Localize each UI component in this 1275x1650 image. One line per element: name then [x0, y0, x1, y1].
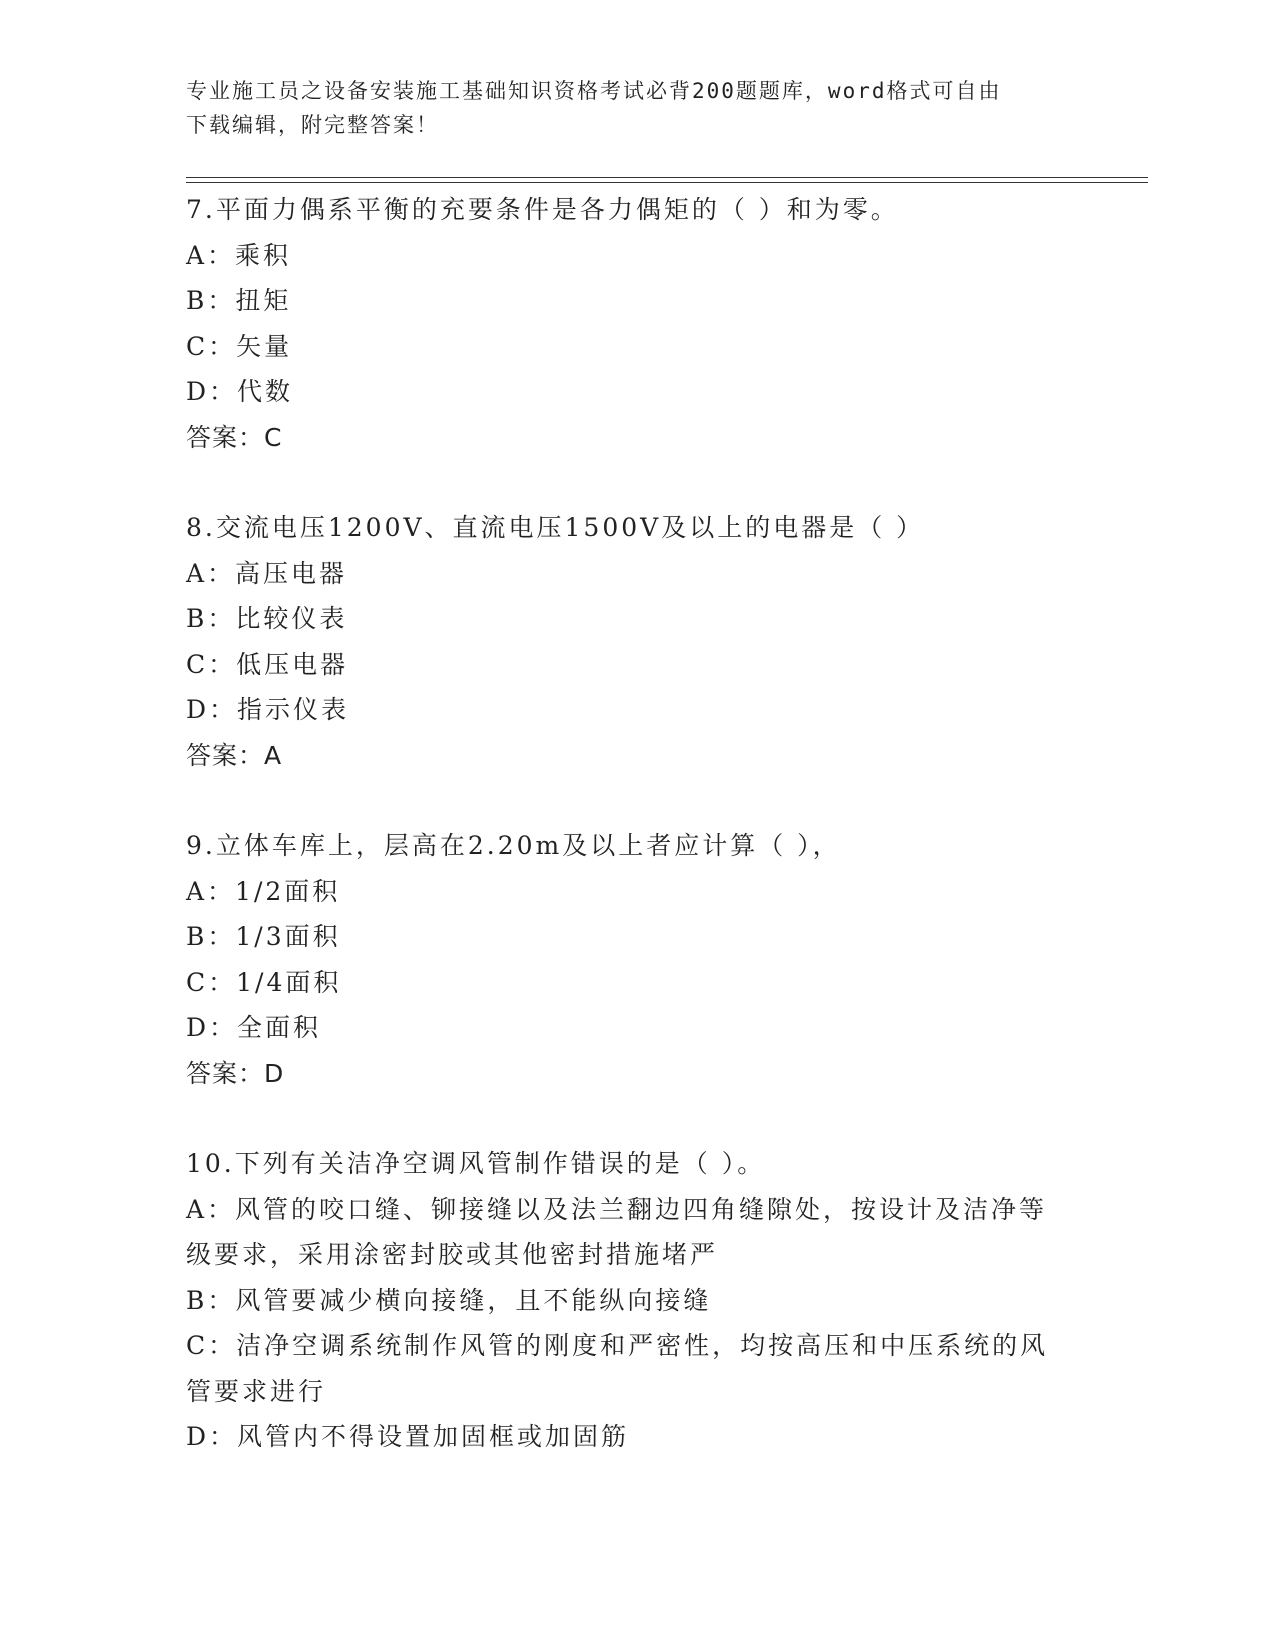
header-divider-top — [186, 177, 1148, 178]
option-c: C：矢量 — [186, 331, 293, 361]
answer: 答案：D — [186, 1058, 285, 1088]
document-header — [186, 74, 1066, 142]
header-line-1: 专业施工员之设备安装施工基础知识资格考试必背200题题库，word格式可自由 — [186, 79, 1002, 103]
option-a: A：乘积 — [186, 240, 292, 270]
option-a: A：1/2面积 — [186, 876, 341, 906]
question-10 — [186, 1141, 1086, 1460]
option-a: A：高压电器 — [186, 558, 348, 588]
option-d: D：全面积 — [186, 1013, 322, 1042]
option-b: B：比较仪表 — [186, 604, 348, 633]
question-stem: 8.交流电压1200V、直流电压1500V及以上的电器是（ ） — [186, 513, 925, 542]
option-d: D：代数 — [186, 377, 294, 406]
option-b: B：1/3面积 — [186, 922, 341, 951]
option-b: B：扭矩 — [186, 286, 292, 315]
question-stem: 7.平面力偶系平衡的充要条件是各力偶矩的（ ）和为零。 — [186, 195, 899, 224]
answer: 答案：C — [186, 422, 283, 452]
option-c: C：低压电器 — [186, 649, 349, 679]
option-b: B：风管要减少横向接缝，且不能纵向接缝 — [186, 1285, 712, 1315]
question-7 — [186, 187, 1086, 460]
question-stem: 10.下列有关洁净空调风管制作错误的是（ ）。 — [186, 1149, 766, 1178]
option-d: D：指示仪表 — [186, 695, 350, 724]
option-a: A：风管的咬口缝、铆接缝以及法兰翻边四角缝隙处，按设计及洁净等级要求，采用涂密封胶或其他密封措施堵严 — [186, 1194, 1048, 1269]
header-line-2: 下载编辑，附完整答案！ — [186, 113, 439, 137]
option-c: C：1/4面积 — [186, 967, 342, 997]
option-c: C：洁净空调系统制作风管的刚度和严密性，均按高压和中压系统的风管要求进行 — [186, 1331, 1049, 1406]
question-stem: 9.立体车库上，层高在2.20m及以上者应计算（ ）， — [186, 831, 841, 860]
answer: 答案：A — [186, 740, 283, 770]
header-divider-bottom — [186, 182, 1148, 183]
option-d: D：风管内不得设置加固框或加固筋 — [186, 1422, 630, 1451]
question-9 — [186, 823, 1086, 1096]
question-8 — [186, 505, 1086, 778]
